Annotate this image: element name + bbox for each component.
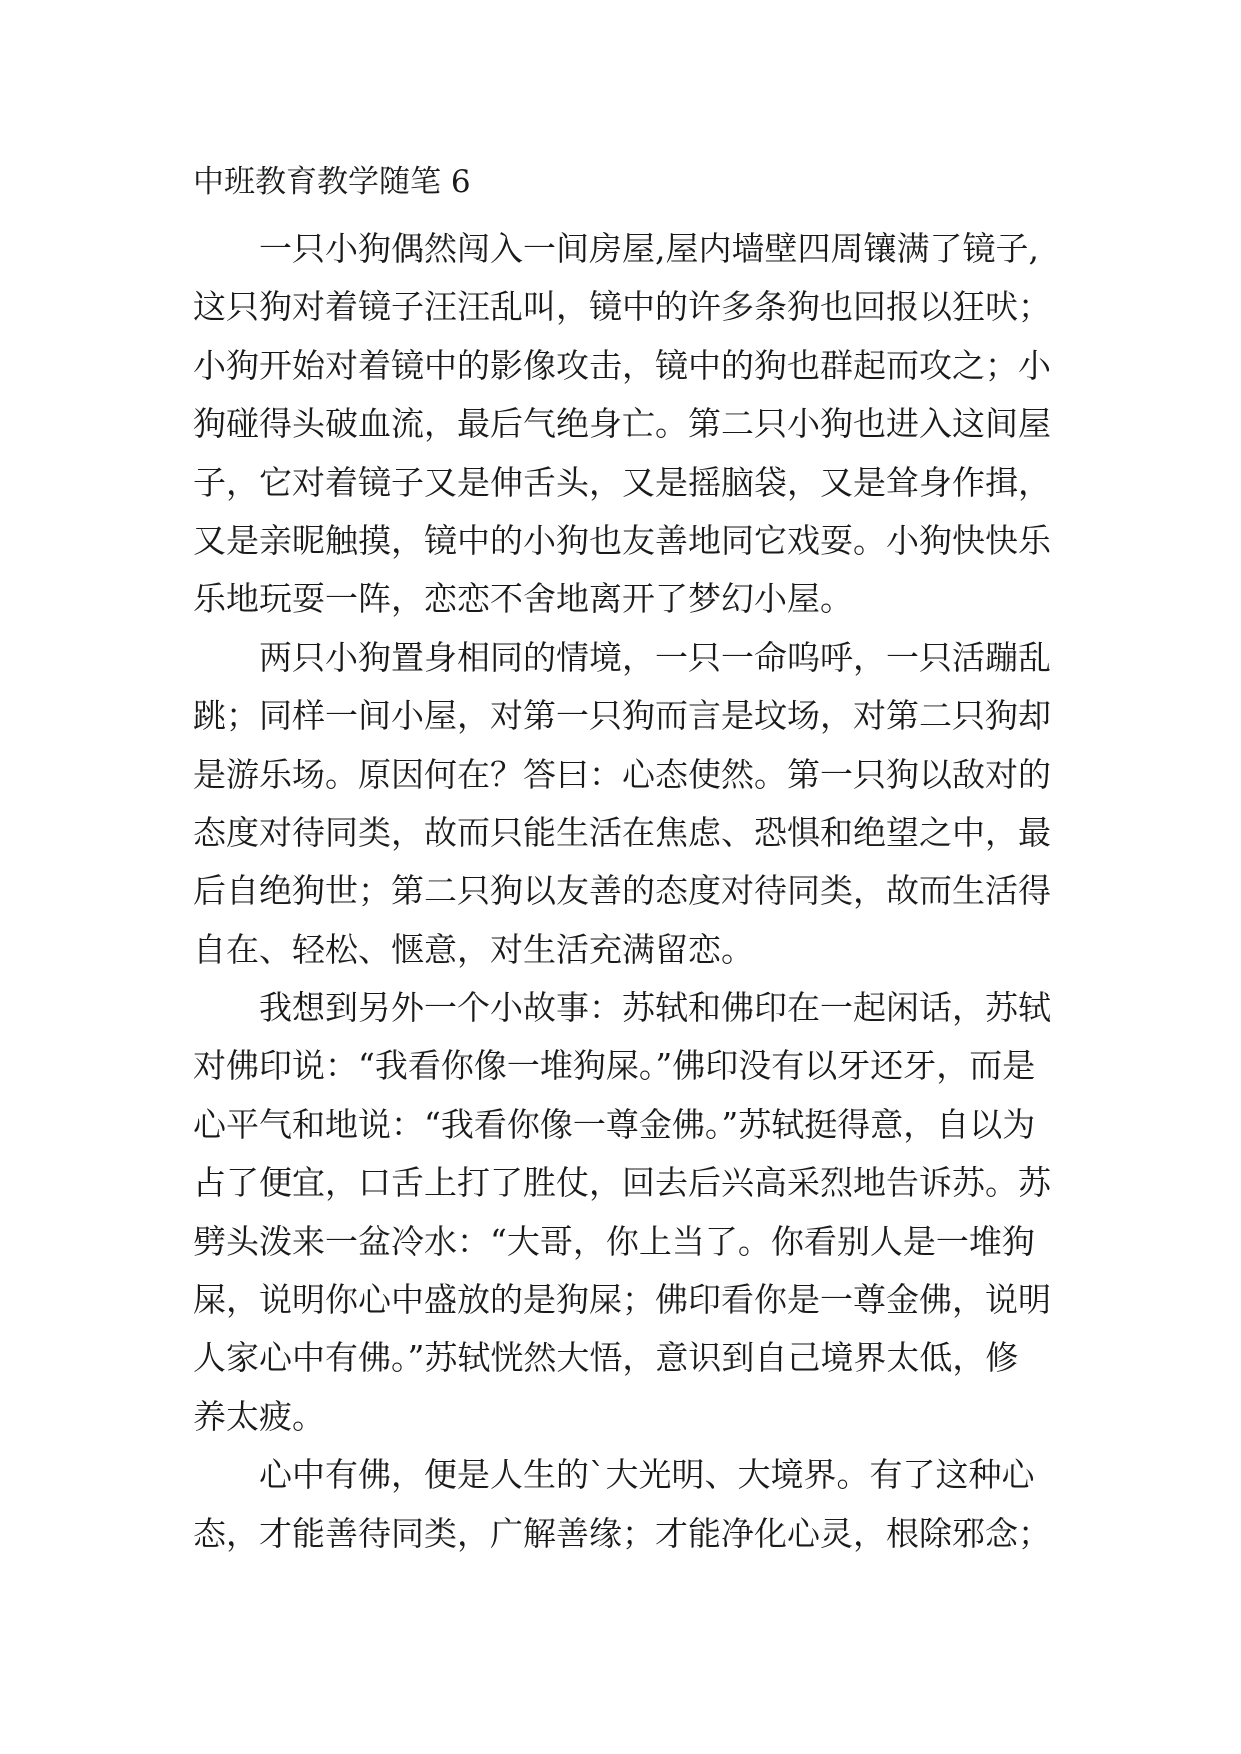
paragraph-line: 狗碰得头破血流，最后气绝身亡。第二只小狗也进入这间屋 — [193, 404, 1051, 444]
paragraph-line: 态，才能善待同类，广解善缘；才能净化心灵，根除邪念； — [193, 1513, 1051, 1553]
paragraph-line: 又是亲昵触摸，镜中的小狗也友善地同它戏耍。小狗快快乐 — [193, 520, 1051, 560]
paragraph-line: 是游乐场。原因何在？答曰：心态使然。第一只狗以敌对的 — [193, 754, 1051, 794]
paragraph-line: 小狗开始对着镜中的影像攻击，镜中的狗也群起而攻之；小 — [193, 345, 1051, 385]
paragraph-line: 人家心中有佛。”苏轼恍然大悟，意识到自己境界太低，修 — [193, 1338, 1019, 1378]
paragraph-line: 我想到另外一个小故事：苏轼和佛印在一起闲话，苏轼 — [259, 988, 1051, 1028]
paragraph-line: 养太疲。 — [193, 1396, 325, 1436]
paragraph-line: 屎，说明你心中盛放的是狗屎；佛印看你是一尊金佛，说明 — [193, 1280, 1051, 1320]
paragraph-line: 跳；同样一间小屋，对第一只狗而言是坟场，对第二只狗却 — [193, 696, 1051, 736]
paragraph-line: 两只小狗置身相同的情境，一只一命呜呼，一只活蹦乱 — [259, 637, 1051, 677]
paragraph-line: 自在、轻松、惬意，对生活充满留恋。 — [193, 929, 754, 969]
paragraph-line: 后自绝狗世；第二只狗以友善的态度对待同类，故而生活得 — [193, 871, 1051, 911]
paragraph-line: 心中有佛，便是人生的`大光明、大境界。有了这种心 — [259, 1455, 1035, 1495]
paragraph-line: 劈头泼来一盆冷水：“大哥，你上当了。你看别人是一堆狗 — [193, 1221, 1035, 1261]
document-body — [193, 220, 1093, 1563]
paragraph-line: 一只小狗偶然闯入一间房屋,屋内墙壁四周镶满了镜子, — [259, 229, 1039, 268]
paragraph-line: 乐地玩耍一阵，恋恋不舍地离开了梦幻小屋。 — [193, 579, 853, 619]
document-title: 中班教育教学随笔 6 — [193, 164, 471, 200]
paragraph-line: 子，它对着镜子又是伸舌头，又是摇脑袋，又是耸身作揖， — [193, 462, 1051, 502]
paragraph-line: 占了便宜，口舌上打了胜仗，回去后兴高采烈地告诉苏。苏 — [193, 1163, 1051, 1203]
paragraph-line: 对佛印说：“我看你像一堆狗屎。”佛印没有以牙还牙，而是 — [193, 1046, 1036, 1086]
paragraph-line: 这只狗对着镜子汪汪乱叫，镜中的许多条狗也回报以狂吠； — [193, 287, 1051, 327]
paragraph-line: 心平气和地说：“我看你像一尊金佛。”苏轼挺得意，自以为 — [193, 1104, 1036, 1144]
paragraph-line: 态度对待同类，故而只能生活在焦虑、恐惧和绝望之中，最 — [193, 812, 1051, 852]
